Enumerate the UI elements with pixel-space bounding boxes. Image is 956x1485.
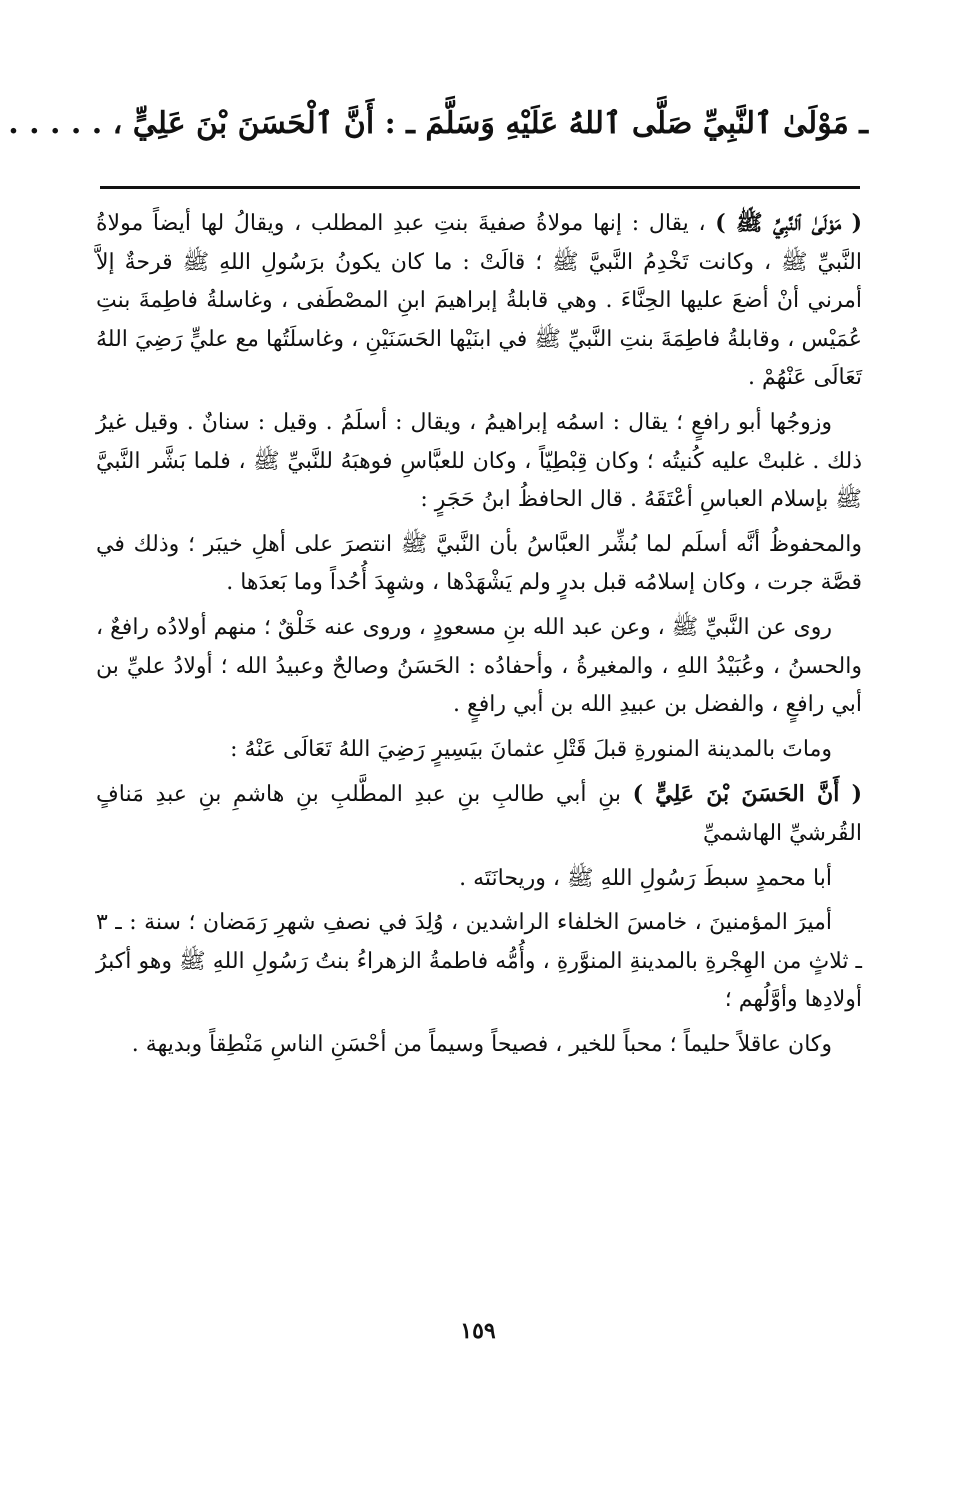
commentary-paragraph: أميرَ المؤمنينَ ، خامسَ الخلفاء الراشدين ، وُلِدَ في نصفِ شهرِ رَمَضان ؛ سنة : ـ ٣ ـ ثلاثٍ من الهِجْرةِ بالمدينةِ المنوَّرةِ ، وأُمُّه فاطمةُ الزهراءُ بنتُ رَسُولِ اللهِ ﷺ وهو أكبرُ أولادِها وأوَّلُهم ؛ xyxy=(96,910,862,1013)
commentary-paragraph xyxy=(96,775,862,853)
paragraph-text: بنِ أبي طالبِ بنِ عبدِ المطَّلبِ بنِ هاشمِ بنِ عبدِ مَنافٍ القُرشيِّ الهاشميِّ xyxy=(96,782,862,846)
commentary-block xyxy=(96,204,862,1070)
commentary-paragraph: وزوجُها أبو رافعٍ ؛ يقال : اسمُه إبراهيمُ ، ويقال : أسلَمُ . وقيل : سنانٌ . وقيل غيرُ ذلك . غلبتْ عليه كُنيتُه ؛ وكان قِبْطِيّاً ، وكان للعبَّاسِ فوهبَهُ للنَّبيِّ ﷺ ، فلما بَشَّر النَّبيَّ ﷺ بإسلام العباسِ أعْتَقَهُ . قال الحافظُ ابنُ حَجَرٍ : xyxy=(96,409,862,513)
paragraph-text: ، يقال : إنها مولاةُ صفيةَ بنتِ عبدِ المطلب ، ويقالُ لها أيضاً مولاةُ النَّبيِّ ﷺ ، وكانت تَخْدِمُ النَّبيَّ ﷺ ؛ قالَتْ : ما كان يكونُ برَسُولِ اللهِ ﷺ قرحةٌ إلاَّ أمرني أنْ أضعَ عليها الحِنَّاءَ . وهي قابلةُ إبراهيمَ ابنِ المصْطَفى ، وغاسلةُ فاطِمةَ بنتِ عُمَيْس ، وقابلةُ فاطِمَةَ بنتِ النَّبيِّ ﷺ في ابنَيْها الحَسَنَيْنِ ، وغاسلَتُها مع عليٍّ رَضِيَ اللهُ تَعَالَى عَنْهُمْ . xyxy=(96,211,862,391)
matn-line: ـ مَوْلَىٰ ٱلنَّبِيِّ صَلَّى ٱللهُ عَلَيْهِ وَسَلَّمَ ـ : أَنَّ ٱلْحَسَنَ بْنَ عَلِيٍّ ، . . . . . xyxy=(8,106,868,141)
commentary-paragraph: روى عن النَّبيِّ ﷺ ، وعن عبد الله بنِ مسعودٍ ، وروى عنه خَلْقٌ ؛ منهم أولادُه رافعٌ ، والحسنُ ، وعُبَيْدُ اللهِ ، والمغيرةُ ، وأحفادُه : الحَسَنُ وصالحٌ وعبيدُ الله ؛ أولادُ عليِّ بن أبي رافعٍ ، والفضل بن عبيدِ الله بن أبي رافعٍ . xyxy=(96,614,862,718)
page-number: ١٥٩ xyxy=(460,1318,496,1344)
quoted-lemma: ( مَوْلَىٰ ٱلنَّبِيِّ ﷺ ) xyxy=(715,210,862,236)
quoted-lemma: ( أَنَّ الحَسَنَ بْنَ عَلِيٍّ ) xyxy=(632,781,862,808)
commentary-paragraph: وماتَ بالمدينة المنورةِ قبلَ قَتْلِ عثمانَ بيَسِيرٍ رَضِيَ اللهُ تَعَالَى عَنْهُ : xyxy=(230,736,832,762)
commentary-paragraph xyxy=(96,204,862,398)
commentary-paragraph: والمحفوظُ أنَّه أسلَم لما بُشِّر العبَّاسُ بأن النَّبيَّ ﷺ انتصرَ على أهلِ خيبَر ؛ وذلك في قصَّة جرت ، وكان إسلامُه قبل بدرٍ ولم يَشْهَدْها ، وشهِدَ أُحُداً وما بَعدَها . xyxy=(96,531,862,596)
commentary-paragraph: وكان عاقلاً حليماً ؛ محباً للخير ، فصيحاً وسيماً من أحْسَنِ الناسِ مَنْطِقاً وبديهة . xyxy=(131,1031,832,1057)
commentary-paragraph: أبا محمدٍ سبطَ رَسُولِ اللهِ ﷺ ، وريحانَتَه . xyxy=(459,865,832,891)
separator-rule xyxy=(100,186,860,189)
